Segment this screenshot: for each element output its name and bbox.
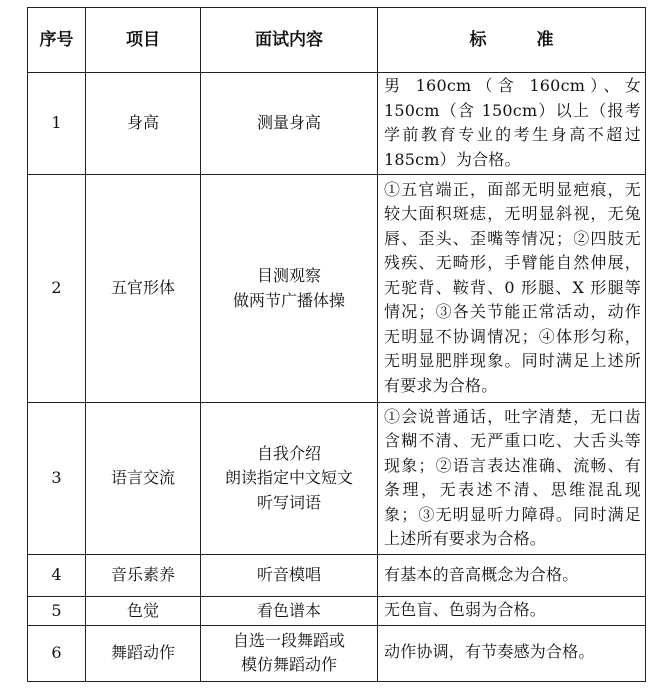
row-no: 6 (28, 625, 86, 681)
table-row (28, 403, 646, 555)
row-item: 音乐素养 (86, 555, 201, 597)
content-line: 做两节广播体操 (232, 290, 345, 310)
content-line: 朗读指定中文短文 (224, 468, 353, 488)
table-row (28, 625, 646, 681)
row-item: 色觉 (86, 597, 201, 626)
row-no: 3 (28, 403, 86, 555)
header-no: 序号 (28, 8, 86, 73)
table-row (28, 555, 646, 597)
header-item: 项目 (86, 8, 201, 73)
row-standard: 无色盲、色弱为合格。 (378, 597, 646, 626)
table-row (28, 597, 646, 626)
row-item: 语言交流 (86, 403, 201, 555)
content-line: 听音模唱 (256, 565, 321, 585)
table-row (28, 73, 646, 175)
content-line: 测量身高 (256, 113, 321, 133)
table-row (28, 175, 646, 403)
row-standard: 有基本的音高概念为合格。 (378, 555, 646, 597)
row-item: 舞蹈动作 (86, 625, 201, 681)
header-content: 面试内容 (201, 8, 378, 73)
header-standard (378, 8, 646, 73)
content-line: 自选一段舞蹈或 (232, 630, 345, 650)
content-line: 自我介绍 (256, 443, 321, 463)
row-content (201, 555, 378, 597)
row-no: 4 (28, 555, 86, 597)
content-line: 模仿舞蹈动作 (240, 655, 337, 674)
header-standard-label: 标 准 (469, 29, 576, 50)
row-item: 身高 (86, 73, 201, 175)
interview-standards-table (27, 7, 646, 682)
content-line: 看色谱本 (256, 600, 321, 620)
row-no: 5 (28, 597, 86, 626)
row-content (201, 73, 378, 175)
row-standard: ①五官端正，面部无明显疤痕，无较大面积斑痣，无明显斜视，无兔唇、歪头、歪嘴等情况；②四肢无残疾、无畸形，手臂能自然伸展，无驼背、鞍背、0 形腿、X 形腿等情况；③各关节能正常活动，动作无明显不协调情况；④体形匀称，无明显肥胖现象。同时满足上述所有要求为合格。 (378, 175, 646, 403)
row-content (201, 403, 378, 555)
row-no: 1 (28, 73, 86, 175)
row-item: 五官形体 (86, 175, 201, 403)
row-content (201, 597, 378, 626)
row-content (201, 175, 378, 403)
row-standard: 男 160cm（含 160cm）、女 150cm（含 150cm）以上（报考学前教育专业的考生身高不超过 185cm）为合格。 (378, 73, 646, 175)
row-standard: 动作协调，有节奏感为合格。 (378, 625, 646, 681)
content-line: 目测观察 (256, 266, 321, 285)
content-line: 听写词语 (256, 492, 321, 512)
table-header-row (28, 8, 646, 73)
row-no: 2 (28, 175, 86, 403)
row-standard: ①会说普通话，吐字清楚，无口齿含糊不清、无严重口吃、大舌头等现象；②语言表达准确、流畅、有条理，无表述不清、思维混乱现象；③无明显听力障碍。同时满足上述所有要求为合格。 (378, 403, 646, 555)
row-content (201, 625, 378, 681)
